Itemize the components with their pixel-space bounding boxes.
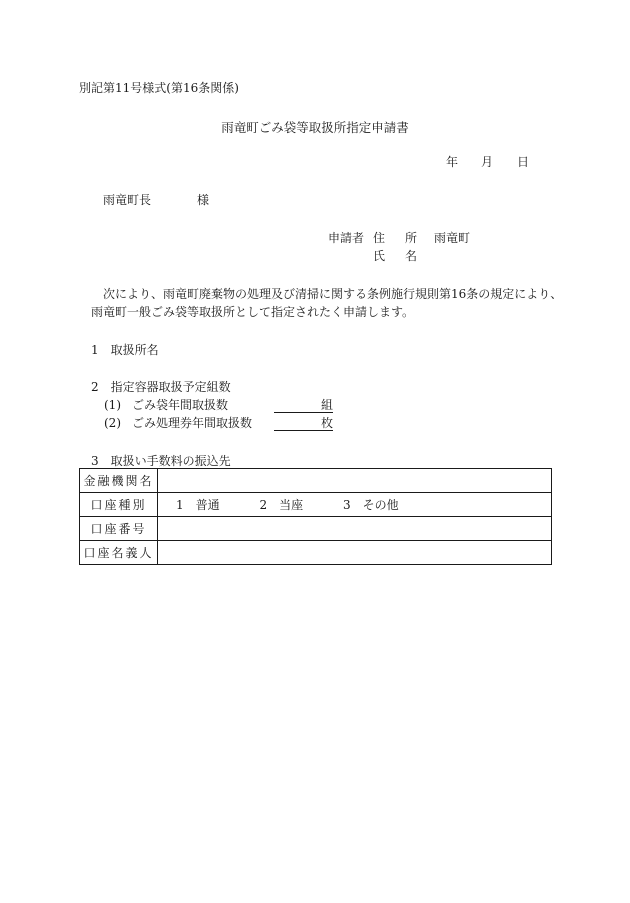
section-3-heading: 3 取扱い手数料の振込先 bbox=[91, 454, 231, 468]
form-reference: 別記第11号様式(第16条関係) bbox=[79, 81, 239, 95]
table-row bbox=[80, 493, 552, 517]
document-title: 雨竜町ごみ袋等取扱所指定申請書 bbox=[221, 120, 409, 135]
addressee-name: 雨竜町長 bbox=[103, 193, 152, 207]
date-month-label: 月 bbox=[481, 155, 494, 169]
table-row bbox=[80, 541, 552, 565]
account-number-field[interactable] bbox=[158, 517, 552, 541]
table-row bbox=[80, 469, 552, 493]
account-holder-field[interactable] bbox=[158, 541, 552, 565]
account-holder-label: 口座名義人 bbox=[80, 541, 158, 565]
applicant-address-label: 住所 bbox=[373, 231, 438, 245]
date-day-label: 日 bbox=[517, 155, 530, 169]
body-text-line-2: 雨竜町一般ごみ袋等取扱所として指定されたく申請します。 bbox=[91, 305, 415, 319]
item-1-number: (1) bbox=[104, 398, 121, 412]
applicant-name-label: 氏名 bbox=[373, 249, 438, 263]
bank-account-table bbox=[79, 468, 552, 565]
option-number: 2 bbox=[259, 498, 268, 512]
option-label: その他 bbox=[362, 498, 399, 512]
option-label: 当座 bbox=[279, 498, 304, 512]
option-label: 普通 bbox=[195, 498, 220, 512]
option-number: 1 bbox=[176, 498, 184, 512]
account-type-option-current[interactable] bbox=[253, 496, 303, 513]
applicant-address-value[interactable]: 雨竜町 bbox=[434, 231, 471, 245]
table-row bbox=[80, 517, 552, 541]
item-2-label: ごみ処理券年間取扱数 bbox=[132, 416, 253, 430]
date-year-label: 年 bbox=[446, 155, 459, 169]
account-type-option-ordinary[interactable] bbox=[170, 496, 220, 513]
account-number-label: 口座番号 bbox=[80, 517, 158, 541]
item-1-unit-field[interactable]: 組 bbox=[274, 398, 333, 413]
account-type-field[interactable] bbox=[158, 493, 552, 517]
bank-name-field[interactable] bbox=[158, 469, 552, 493]
item-1-label: ごみ袋年間取扱数 bbox=[132, 398, 229, 412]
account-type-label: 口座種別 bbox=[80, 493, 158, 517]
item-2-number: (2) bbox=[104, 416, 121, 430]
addressee-honorific: 様 bbox=[197, 193, 210, 207]
applicant-label: 申請者 bbox=[328, 231, 365, 245]
bank-name-label: 金融機関名 bbox=[80, 469, 158, 493]
body-text-line-1: 次により、雨竜町廃棄物の処理及び清掃に関する条例施行規則第16条の規定により、 bbox=[103, 287, 563, 301]
section-2-heading: 2 指定容器取扱予定組数 bbox=[91, 380, 231, 394]
option-number: 3 bbox=[342, 498, 351, 512]
section-1-heading: 1 取扱所名 bbox=[91, 343, 159, 357]
item-2-unit-field[interactable]: 枚 bbox=[274, 416, 333, 431]
account-type-option-other[interactable] bbox=[337, 496, 399, 513]
